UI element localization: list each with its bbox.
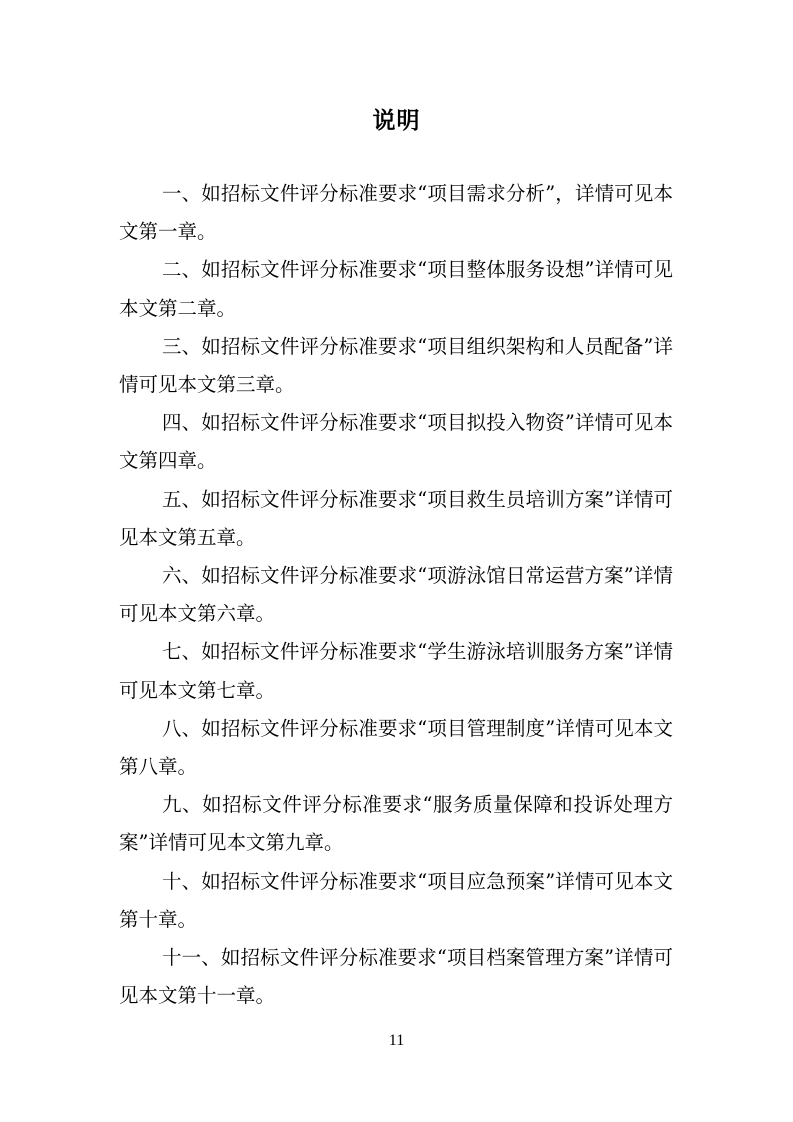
paragraph-5: 五、如招标文件评分标准要求“项目救生员培训方案”详情可见本文第五章。: [119, 487, 673, 549]
page-number: 11: [388, 1032, 405, 1049]
paragraph-8: 八、如招标文件评分标准要求“项目管理制度”详情可见本文第八章。: [119, 716, 673, 779]
paragraph-6: 六、如招标文件评分标准要求“项游泳馆日常运营方案”详情可见本文第六章。: [119, 564, 673, 626]
paragraph-7: 七、如招标文件评分标准要求“学生游泳培训服务方案”详情可见本文第七章。: [119, 640, 673, 702]
paragraph-4: 四、如招标文件评分标准要求“项目拟投入物资”详情可见本文第四章。: [119, 411, 673, 473]
document-body: [119, 175, 673, 1015]
paragraph-2: 二、如招标文件评分标准要求“项目整体服务设想”详情可见本文第二章。: [119, 258, 673, 320]
paragraph-9: 九、如招标文件评分标准要求“服务质量保障和投诉处理方案”详情可见本文第九章。: [119, 793, 673, 855]
paragraph-1: 一、如招标文件评分标准要求“项目需求分析”，详情可见本文第一章。: [119, 182, 673, 244]
paragraph-10: 十、如招标文件评分标准要求“项目应急预案”详情可见本文第十章。: [119, 869, 673, 931]
page-title: 说明: [372, 107, 421, 134]
paragraph-11: 十一、如招标文件评分标准要求“项目档案管理方案”详情可见本文第十一章。: [119, 946, 673, 1008]
paragraph-3: 三、如招标文件评分标准要求“项目组织架构和人员配备”详情可见本文第三章。: [119, 334, 673, 397]
